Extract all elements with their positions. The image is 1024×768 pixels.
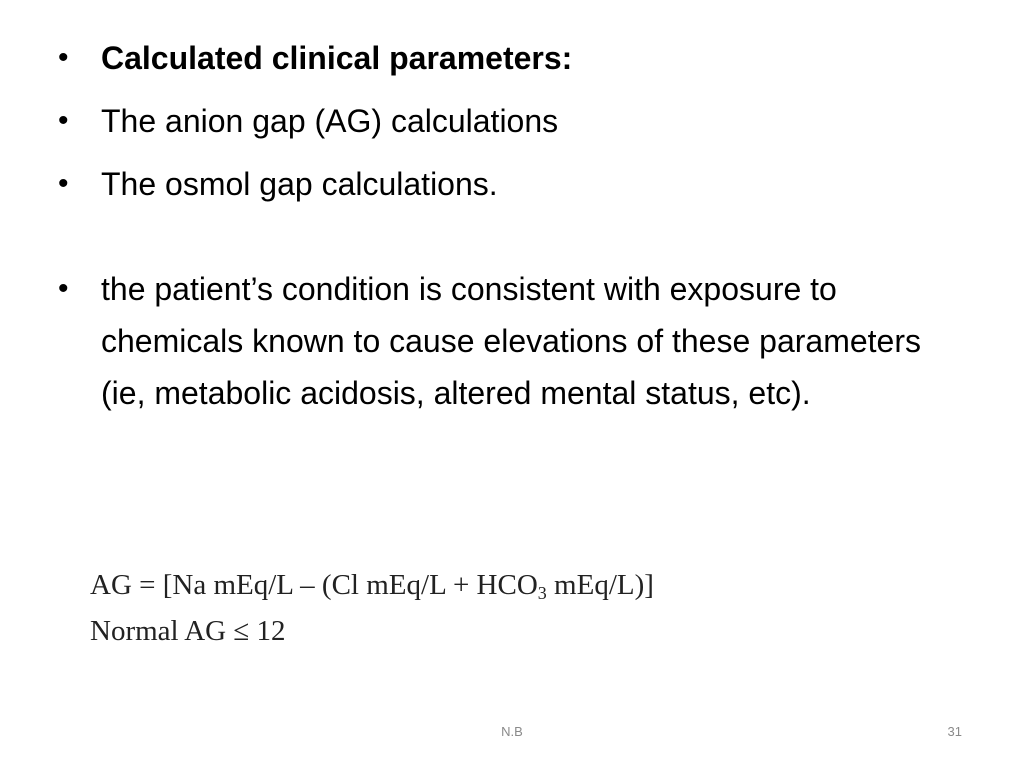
bullet-heading: Calculated clinical parameters: xyxy=(101,40,573,76)
formula-line-1 xyxy=(90,562,654,608)
bullet-dot-icon: • xyxy=(58,41,69,74)
formula-part: mEq/L)] xyxy=(546,569,654,601)
bullet-dot-icon: • xyxy=(58,167,69,200)
bullet-item xyxy=(58,95,958,147)
formula-part: AG = [Na mEq/L – (Cl mEq/L + HCO xyxy=(90,569,538,601)
bullet-dot-icon: • xyxy=(58,272,69,305)
formula-line-2: Normal AG ≤ 12 xyxy=(90,615,286,647)
bullet-text: the patient’s condition is consistent with exposure to chemicals known to cause elevations of these parameters (ie, metabolic acidosis, altered mental status, etc). xyxy=(101,271,921,411)
formula-subscript: 3 xyxy=(537,583,547,603)
bullet-item xyxy=(58,32,958,84)
bullet-item xyxy=(58,263,958,419)
page-number: 31 xyxy=(947,724,962,739)
bullet-text: The osmol gap calculations. xyxy=(101,166,498,202)
bullet-list xyxy=(58,32,958,430)
bullet-item xyxy=(58,158,958,210)
bullet-dot-icon: • xyxy=(58,104,69,137)
bullet-text: The anion gap (AG) calculations xyxy=(101,103,559,139)
footer-author: N.B xyxy=(501,724,523,739)
anion-gap-formula xyxy=(90,562,654,654)
